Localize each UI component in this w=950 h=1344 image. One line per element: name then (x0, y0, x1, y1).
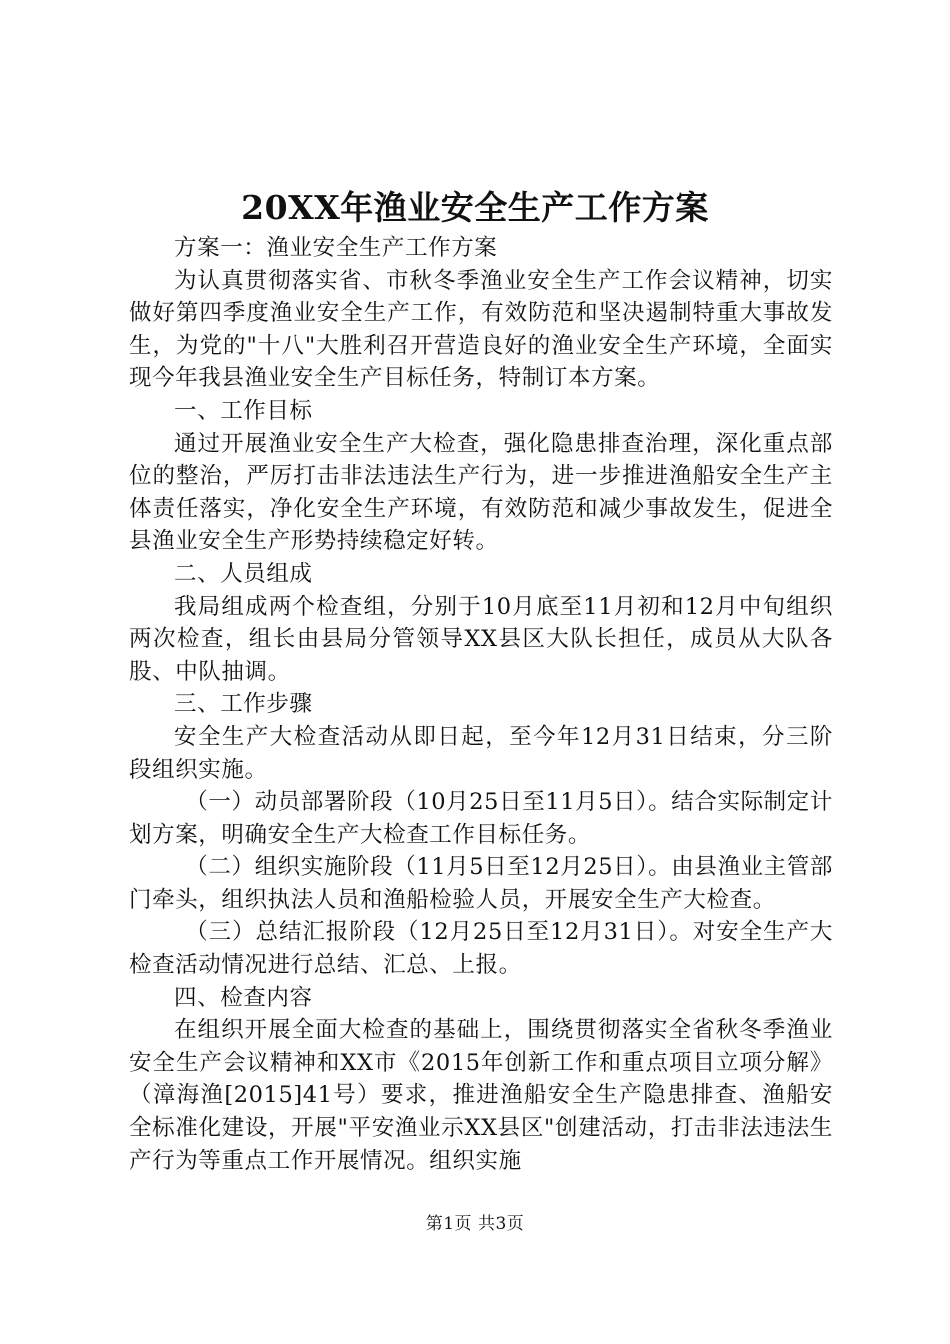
document-title: 20XX年渔业安全生产工作方案 (241, 188, 709, 227)
section-heading-personnel: 二、人员组成 (174, 560, 313, 587)
step-two-paragraph: （二）组织实施阶段（11月5日至12月25日）。由县渔业主管部门牵头，组织执法人员和渔船检验人员，开展安全生产大检查。 (129, 854, 833, 913)
section-heading-content: 四、检查内容 (174, 984, 313, 1011)
personnel-paragraph: 我局组成两个检查组，分别于10月底至11月初和12月中旬组织两次检查，组长由县局分管领导XX县区大队长担任，成员从大队各股、中队抽调。 (129, 593, 833, 685)
step-three-paragraph: （三）总结汇报阶段（12月25日至12月31日）。对安全生产大检查活动情况进行总结、汇总、上报。 (129, 919, 833, 979)
page-number: 第1页 共3页 (425, 1214, 525, 1234)
steps-paragraph: 安全生产大检查活动从即日起，至今年12月31日结束，分三阶段组织实施。 (129, 723, 833, 783)
goals-paragraph: 通过开展渔业安全生产大检查，强化隐患排查治理，深化重点部位的整治，严厉打击非法违法生产行为，进一步推进渔船安全生产主体责任落实，净化安全生产环境，有效防范和减少事故发生，促进全县渔业安全生产形势持续稳定好转。 (129, 430, 833, 555)
section-heading-goals: 一、工作目标 (174, 397, 313, 424)
document-body (129, 232, 833, 1177)
intro-paragraph: 为认真贯彻落实省、市秋冬季渔业安全生产工作会议精神，切实做好第四季度渔业安全生产工作，有效防范和坚决遏制特重大事故发生，为党的"十八"大胜利召开营造良好的渔业安全生产环境，全面实现今年我县渔业安全生产目标任务，特制订本方案。 (129, 267, 833, 392)
scheme-heading: 方案一：渔业安全生产工作方案 (174, 235, 498, 261)
step-one-paragraph: （一）动员部署阶段（10月25日至11月5日）。结合实际制定计划方案，明确安全生产大检查工作目标任务。 (129, 789, 833, 848)
section-heading-steps: 三、工作步骤 (174, 691, 313, 718)
content-paragraph: 在组织开展全面大检查的基础上，围绕贯彻落实全省秋冬季渔业安全生产会议精神和XX市《2015年创新工作和重点项目立项分解》（漳海渔[2015]41号）要求，推进渔船安全生产隐患排查、渔船安全标准化建设，开展"平安渔业示XX县区"创建活动，打击非法违法生产行为等重点工作开展情况。组织实施 (129, 1017, 833, 1174)
